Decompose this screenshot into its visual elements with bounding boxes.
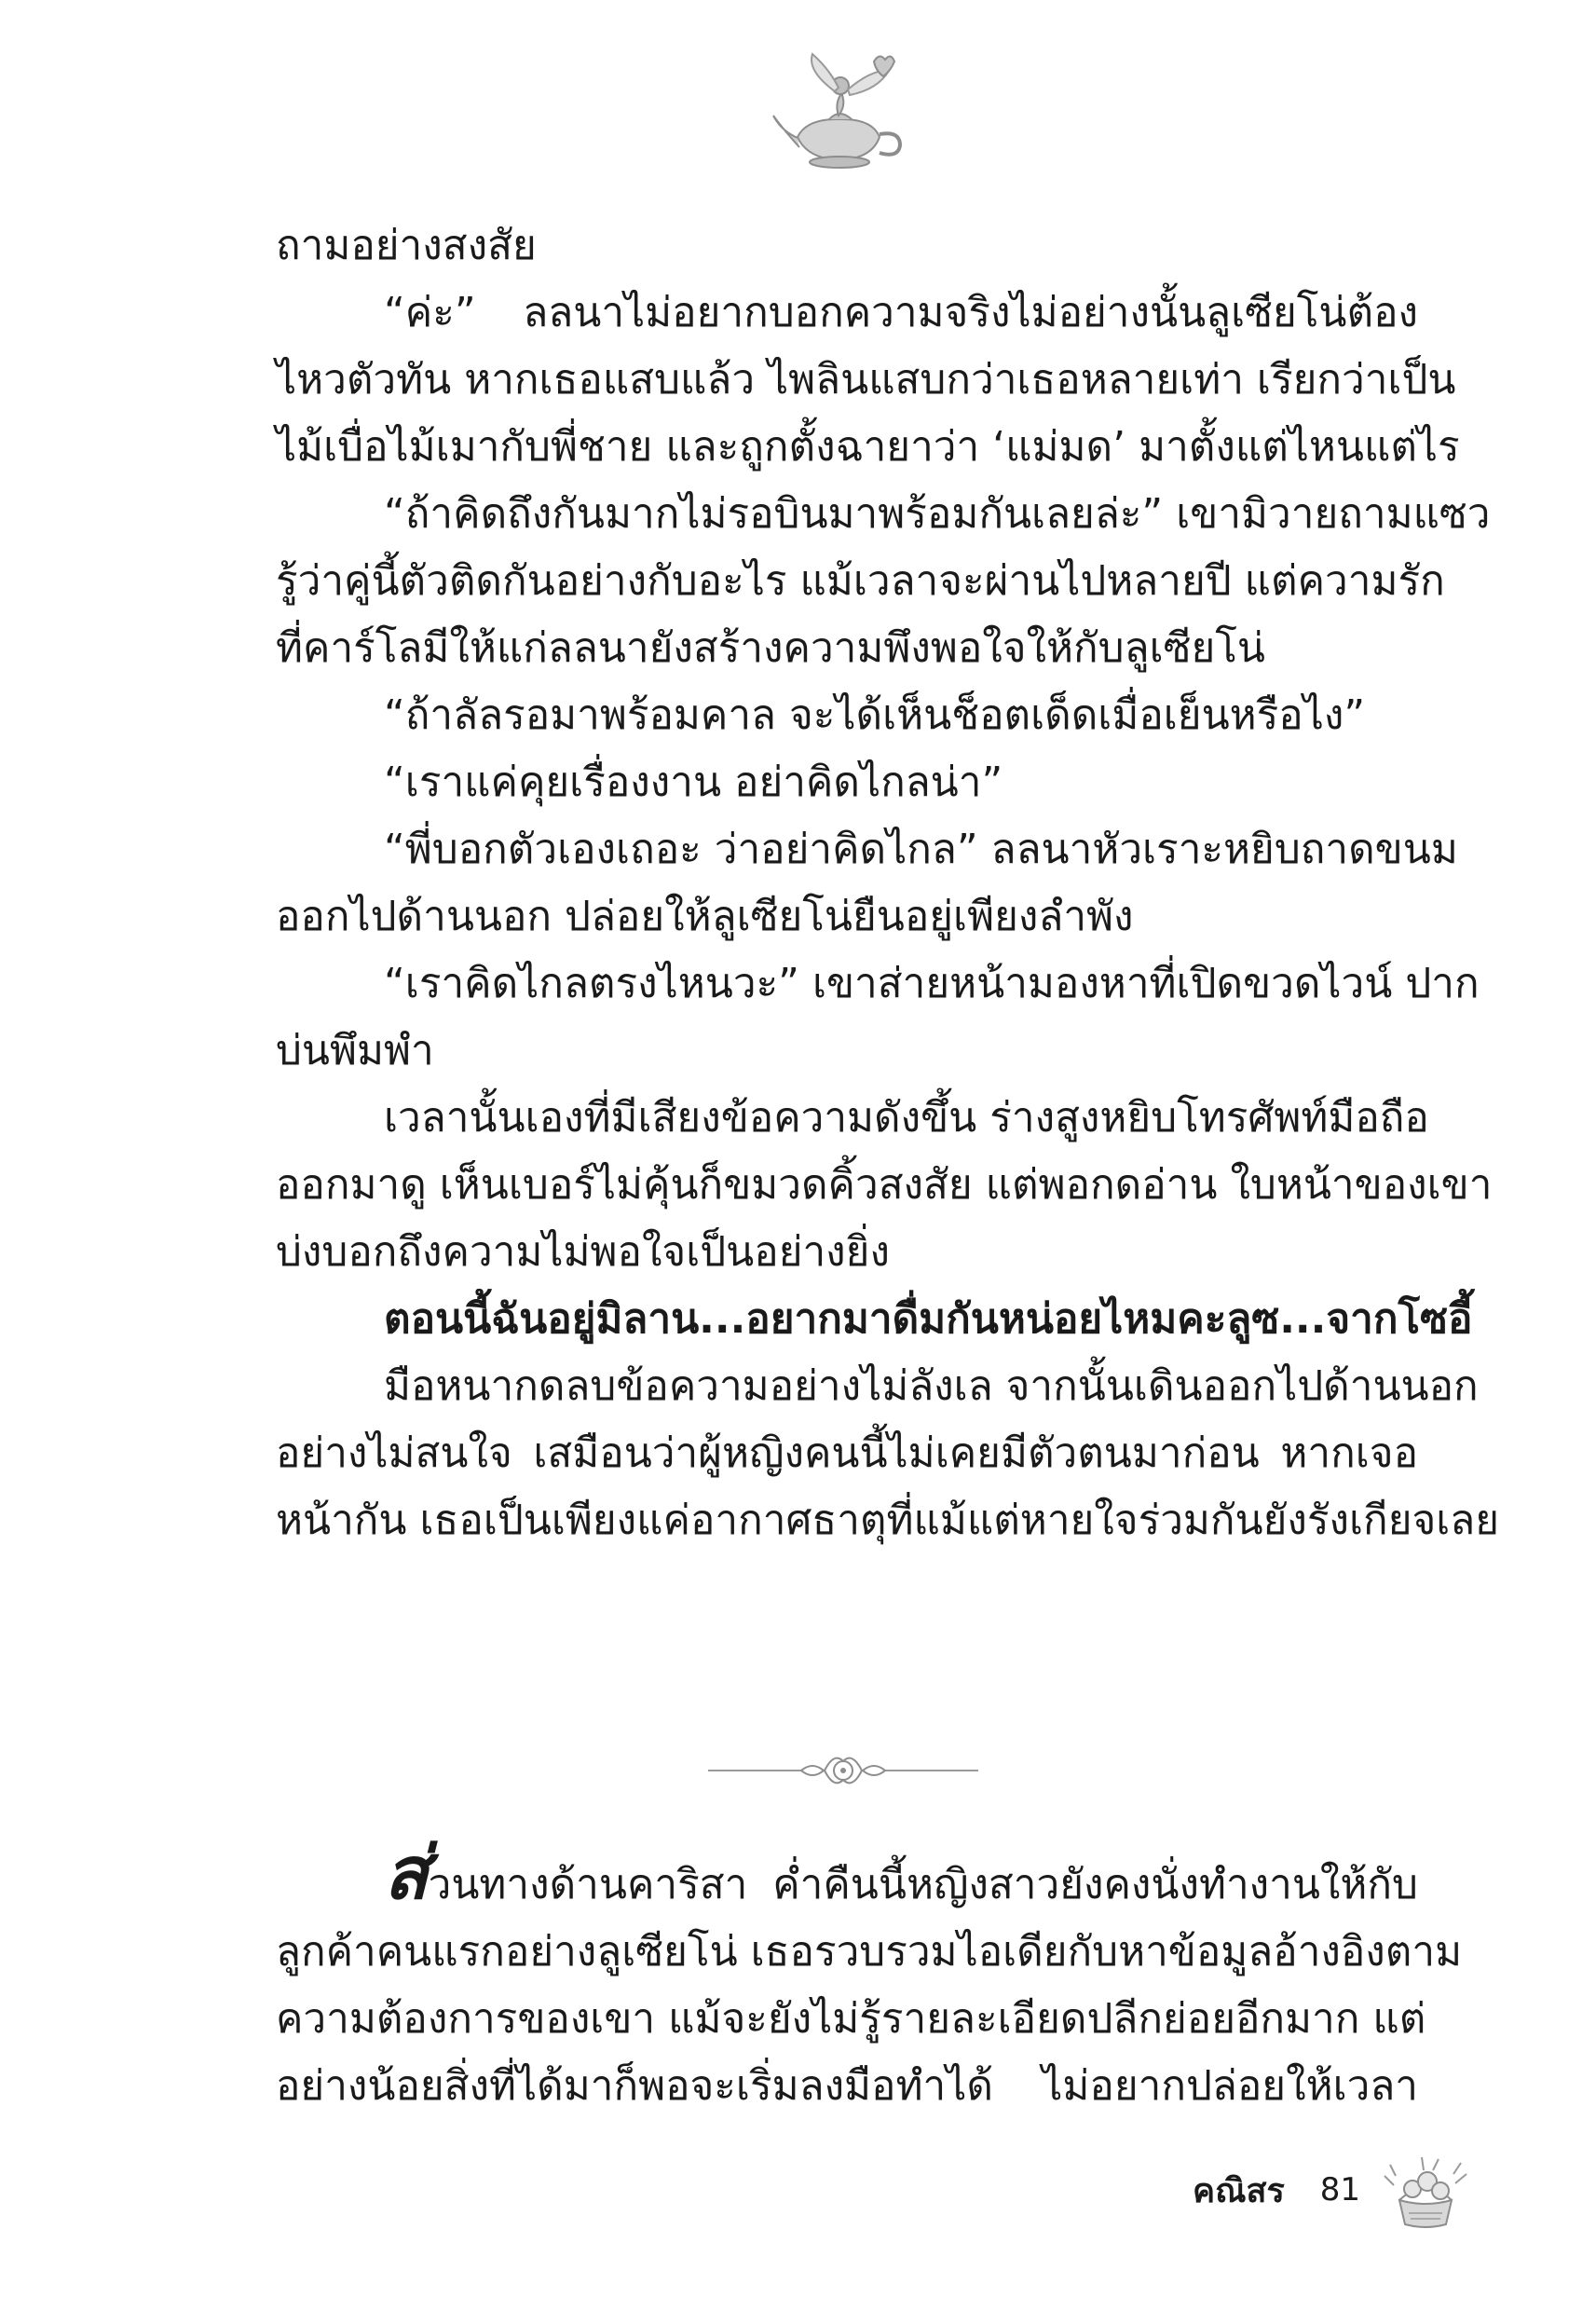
flourish-divider-icon bbox=[708, 1744, 978, 1797]
flower-basket-icon bbox=[1381, 2148, 1470, 2232]
text-line: อย่างไม่สนใจ เสมือนว่าผู้หญิงคนนี้ไม่เคยมีตัวตนมาก่อน หากเจอ bbox=[276, 1429, 1418, 1477]
section-two-first-line bbox=[276, 1832, 1418, 1919]
section-two-line: อย่างน้อยสิ่งที่ได้มาก็พอจะเริ่มลงมือทำได้ ไม่อยากปล่อยให้เวลา bbox=[276, 2062, 1418, 2110]
author-name: คณิสร bbox=[1193, 2171, 1285, 2210]
text-line: ถามอย่างสงสัย bbox=[276, 222, 537, 269]
first-line-text: วนทางด้านคาริสา ค่ำคืนนี้หญิงสาวยังคงนั่งทำงานให้กับ bbox=[428, 1861, 1418, 1908]
page-footer bbox=[1193, 2153, 1491, 2227]
text-line: มือหนากดลบข้อความอย่างไม่ลังเล จากนั้นเดินออกไปด้านนอก bbox=[384, 1362, 1479, 1410]
text-line: ไม้เบื่อไม้เมากับพี่ชาย และถูกตั้งฉายาว่า ‘แม่มด’ มาตั้งแต่ไหนแต่ไร bbox=[276, 423, 1460, 471]
page-number: 81 bbox=[1319, 2171, 1361, 2208]
chapter-text bbox=[276, 212, 1500, 1554]
text-line: บ่งบอกถึงความไม่พอใจเป็นอย่างยิ่ง bbox=[276, 1228, 890, 1276]
text-line: “ถ้าคิดถึงกันมากไม่รอบินมาพร้อมกันเลยล่ะ” เขามิวายถามแซว bbox=[384, 490, 1491, 538]
text-line: “เราคิดไกลตรงไหนวะ” เขาส่ายหน้ามองหาที่เปิดขวดไวน์ ปาก bbox=[384, 960, 1480, 1007]
text-line: ออกไปด้านนอก ปล่อยให้ลูเซียโน่ยืนอยู่เพียงลำพัง bbox=[276, 893, 1134, 940]
text-line: บ่นพึมพำ bbox=[276, 1027, 434, 1074]
section-two bbox=[276, 1832, 1463, 2120]
text-line: รู้ว่าคู่นี้ตัวติดกันอย่างกับอะไร แม้เวลาจะผ่านไปหลายปี แต่ความรัก bbox=[276, 557, 1445, 605]
text-line: “เราแค่คุยเรื่องงาน อย่าคิดไกลน่า” bbox=[384, 759, 1003, 806]
drop-cap: ส่ bbox=[384, 1832, 429, 1916]
text-line: ที่คาร์โลมีให้แก่ลลนายังสร้างความพึงพอใจให้กับลูเซียโน่ bbox=[276, 624, 1265, 672]
text-line: หน้ากัน เธอเป็นเพียงแค่อากาศธาตุที่แม้แต่หายใจร่วมกันยังรังเกียจเลย bbox=[276, 1497, 1500, 1544]
text-line: “ค่ะ” ลลนาไม่อยากบอกความจริงไม่อย่างนั้นลูเซียโน่ต้อง bbox=[384, 289, 1418, 336]
text-line: “พี่บอกตัวเองเถอะ ว่าอย่าคิดไกล” ลลนาหัวเราะหยิบถาดขนม bbox=[384, 826, 1458, 873]
text-line: ไหวตัวทัน หากเธอแสบแล้ว ไพลินแสบกว่าเธอหลายเท่า เรียกว่าเป็น bbox=[276, 356, 1456, 403]
section-two-line: ลูกค้าคนแรกอย่างลูเซียโน่ เธอรวบรวมไอเดียกับหาข้อมูลอ้างอิงตาม bbox=[276, 1928, 1463, 1976]
text-line: ตอนนี้ฉันอยู่มิลาน...อยากมาดื่มกันหน่อยไหมคะลูซ...จากโซอี้ bbox=[384, 1295, 1473, 1343]
teapot-fairy-icon bbox=[770, 48, 909, 179]
text-line: ออกมาดู เห็นเบอร์ไม่คุ้นก็ขมวดคิ้วสงสัย แต่พอกดอ่าน ใบหน้าของเขา bbox=[276, 1161, 1493, 1209]
text-line: เวลานั้นเองที่มีเสียงข้อความดังขึ้น ร่างสูงหยิบโทรศัพท์มือถือ bbox=[384, 1094, 1429, 1142]
text-line: “ถ้าลัลรอมาพร้อมคาล จะได้เห็นช็อตเด็ดเมื่อเย็นหรือไง” bbox=[384, 691, 1366, 739]
section-two-line: ความต้องการของเขา แม้จะยังไม่รู้รายละเอียดปลีกย่อยอีกมาก แต่ bbox=[276, 1995, 1426, 2043]
